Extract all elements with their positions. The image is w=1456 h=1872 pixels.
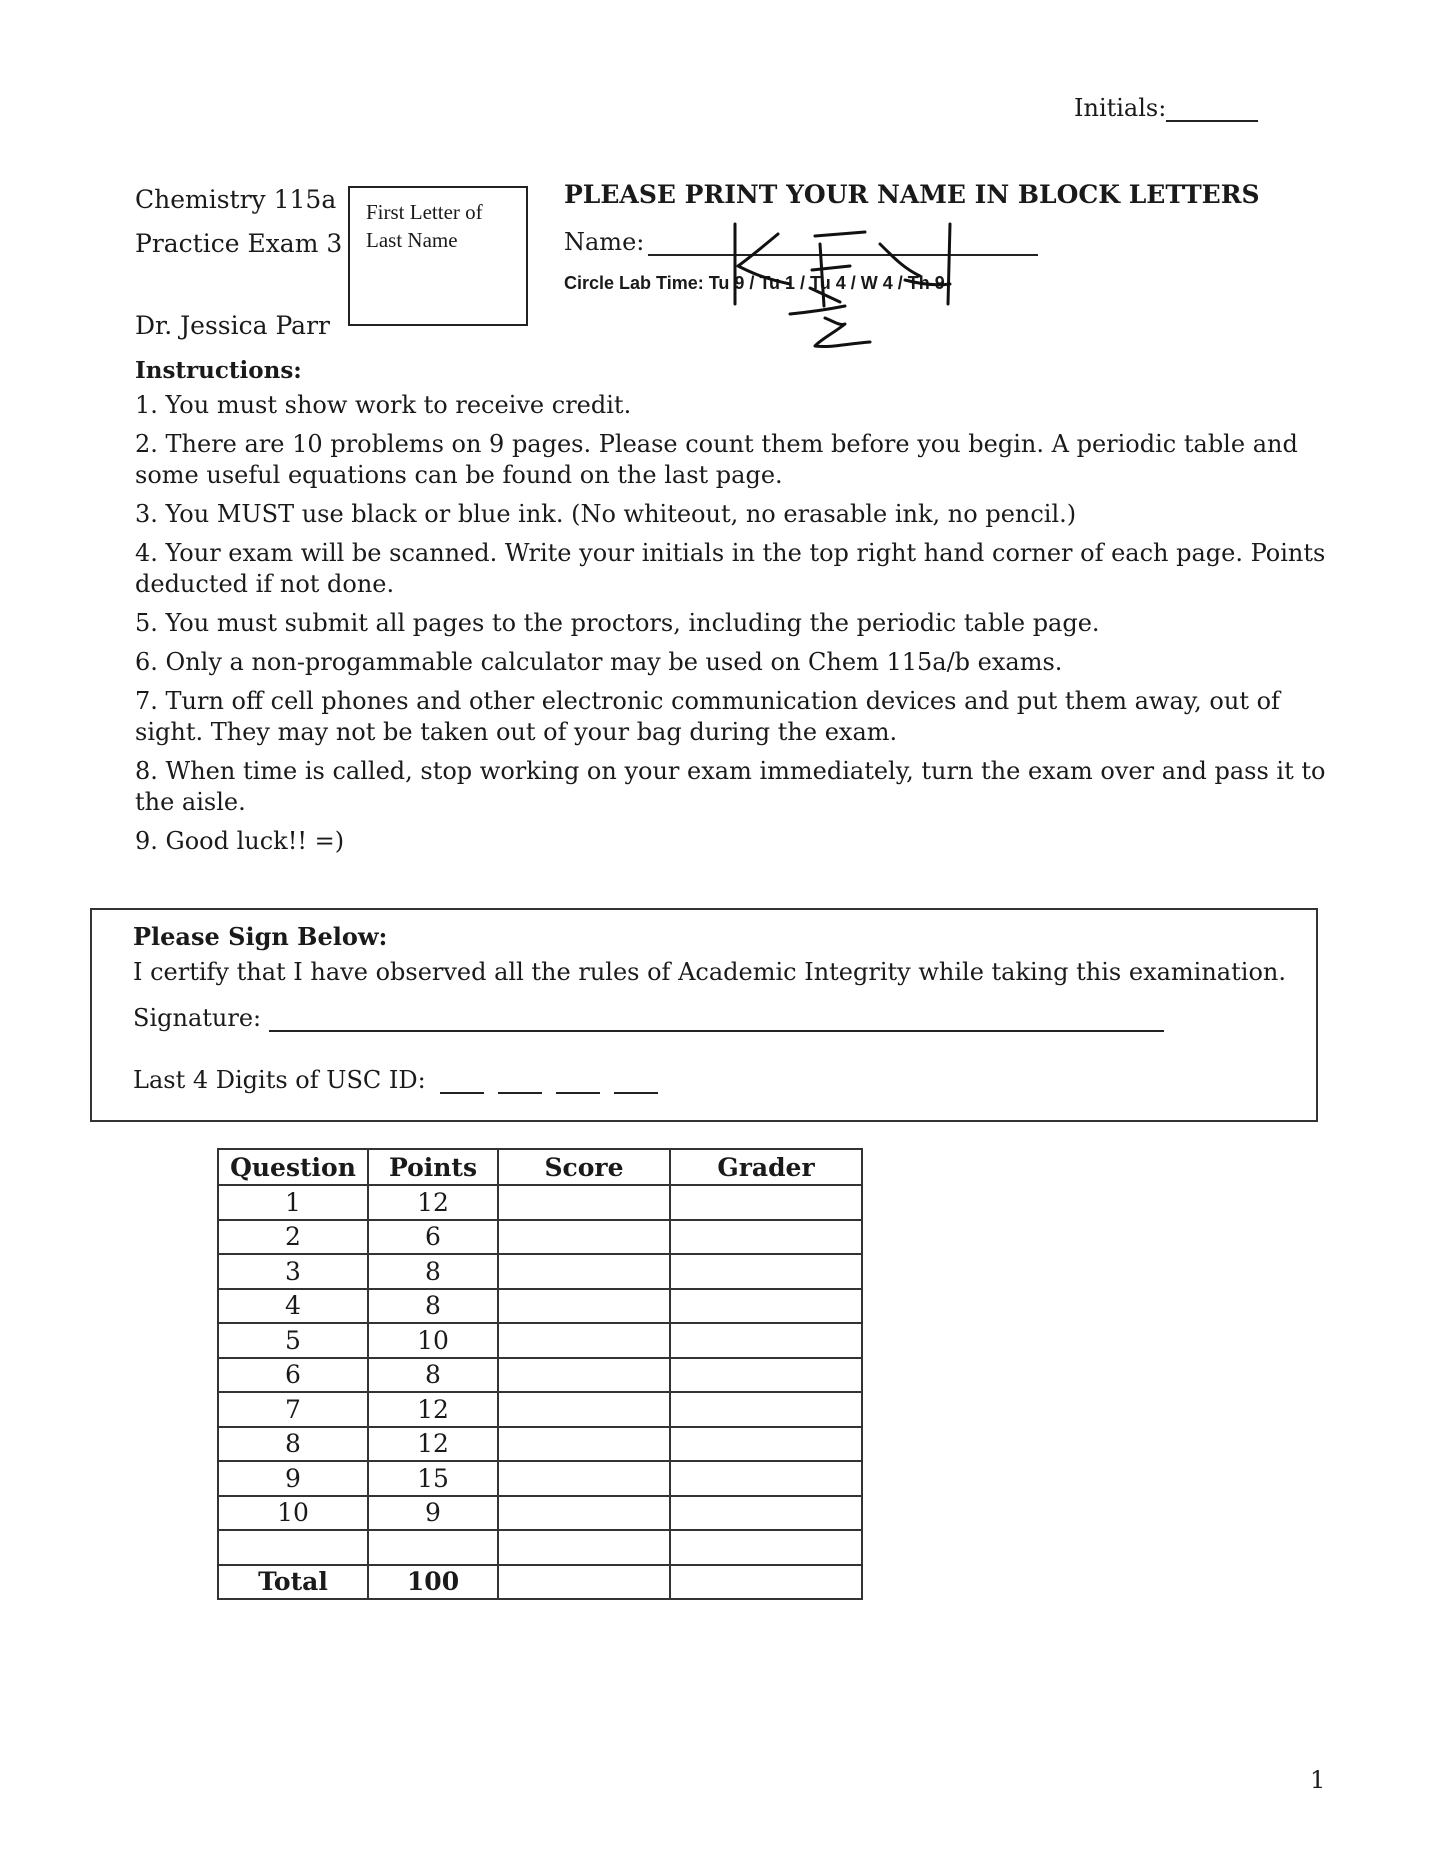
initials-label: Initials: [1074, 94, 1167, 122]
id-digit-blank[interactable] [556, 1072, 600, 1094]
score-cell[interactable] [498, 1392, 670, 1427]
total-points-cell: 100 [368, 1565, 498, 1600]
grader-cell[interactable] [670, 1358, 862, 1393]
signature-line[interactable] [269, 1006, 1164, 1032]
table-row [218, 1427, 862, 1462]
signature-field [133, 1004, 1164, 1032]
usc-id-label: Last 4 Digits of USC ID: [133, 1066, 426, 1094]
score-cell[interactable] [498, 1461, 670, 1496]
instruction-item: 6. Only a non-progammable calculator may be used on Chem 115a/b exams. [135, 648, 1063, 676]
score-cell[interactable] [498, 1185, 670, 1220]
integrity-statement: I certify that I have observed all the rules of Academic Integrity while taking this examination. [133, 958, 1286, 986]
table-row [218, 1392, 862, 1427]
table-row [218, 1289, 862, 1324]
table-row [218, 1254, 862, 1289]
initials-field [1074, 94, 1258, 122]
table-row [218, 1323, 862, 1358]
block-letters-heading: PLEASE PRINT YOUR NAME IN BLOCK LETTERS [564, 180, 1260, 209]
instruction-item: 8. When time is called, stop working on your exam immediately, turn the exam over and pass it to the aisle. [135, 757, 1326, 816]
total-grader-cell[interactable] [670, 1565, 862, 1600]
id-digit-blank[interactable] [614, 1072, 658, 1094]
signature-heading: Please Sign Below: [133, 922, 388, 951]
score-cell[interactable] [498, 1254, 670, 1289]
total-score-cell[interactable] [498, 1565, 670, 1600]
table-header-row [218, 1149, 862, 1185]
total-label-cell: Total [218, 1565, 368, 1600]
instruction-item: 5. You must submit all pages to the proctors, including the periodic table page. [135, 609, 1100, 637]
grader-cell[interactable] [670, 1530, 862, 1565]
grader-cell[interactable] [670, 1323, 862, 1358]
score-cell[interactable] [498, 1496, 670, 1531]
points-cell: 12 [368, 1427, 498, 1462]
question-cell: 7 [218, 1392, 368, 1427]
table-row [218, 1496, 862, 1531]
question-cell [218, 1530, 368, 1565]
score-cell[interactable] [498, 1323, 670, 1358]
question-cell: 3 [218, 1254, 368, 1289]
points-cell: 8 [368, 1254, 498, 1289]
instructor-name: Dr. Jessica Parr [135, 311, 330, 340]
id-digit-blank[interactable] [498, 1072, 542, 1094]
instruction-item: 7. Turn off cell phones and other electronic communication devices and put them away, out of sight. They may not be taken out of your bag during the exam. [135, 687, 1280, 746]
score-cell[interactable] [498, 1358, 670, 1393]
last-initial-box[interactable] [348, 186, 528, 326]
grader-cell[interactable] [670, 1289, 862, 1324]
points-cell: 9 [368, 1496, 498, 1531]
table-row [218, 1530, 862, 1565]
question-cell: 1 [218, 1185, 368, 1220]
grader-cell[interactable] [670, 1254, 862, 1289]
question-cell: 10 [218, 1496, 368, 1531]
usc-id-field [133, 1066, 658, 1094]
instruction-item: 1. You must show work to receive credit. [135, 391, 632, 419]
score-cell[interactable] [498, 1289, 670, 1324]
table-row [218, 1461, 862, 1496]
instruction-item: 3. You MUST use black or blue ink. (No whiteout, no erasable ink, no pencil.) [135, 500, 1077, 528]
instruction-item: 2. There are 10 problems on 9 pages. Please count them before you begin. A periodic table and some useful equations can be found on the last page. [135, 430, 1298, 489]
score-cell[interactable] [498, 1220, 670, 1255]
question-cell: 9 [218, 1461, 368, 1496]
page-number: 1 [1310, 1766, 1326, 1794]
points-cell: 15 [368, 1461, 498, 1496]
score-cell[interactable] [498, 1427, 670, 1462]
instructions-heading: Instructions: [135, 357, 302, 384]
initials-blank[interactable] [1166, 98, 1258, 122]
grader-cell[interactable] [670, 1496, 862, 1531]
table-row [218, 1358, 862, 1393]
points-cell: 8 [368, 1358, 498, 1393]
instruction-item: 4. Your exam will be scanned. Write your initials in the top right hand corner of each page. Points deducted if not done. [135, 539, 1326, 598]
handwritten-key-mark [720, 214, 1040, 364]
points-cell: 12 [368, 1392, 498, 1427]
instructions-list [135, 390, 1335, 865]
letter-box-line-1: First Letter of [366, 200, 483, 224]
points-cell: 12 [368, 1185, 498, 1220]
question-cell: 8 [218, 1427, 368, 1462]
points-cell: 8 [368, 1289, 498, 1324]
lab-time-options: Circle Lab Time: Tu 9 / Tu 1 / Tu 4 / W 4 / Th 9 [564, 273, 945, 293]
grader-cell[interactable] [670, 1427, 862, 1462]
question-cell: 5 [218, 1323, 368, 1358]
signature-label: Signature: [133, 1004, 262, 1032]
table-row [218, 1220, 862, 1255]
grader-cell[interactable] [670, 1185, 862, 1220]
table-total-row [218, 1565, 862, 1600]
header-points: Points [368, 1149, 498, 1185]
points-cell: 6 [368, 1220, 498, 1255]
question-cell: 6 [218, 1358, 368, 1393]
points-cell [368, 1530, 498, 1565]
score-table [217, 1148, 863, 1600]
grader-cell[interactable] [670, 1392, 862, 1427]
table-row [218, 1185, 862, 1220]
header-question: Question [218, 1149, 368, 1185]
header-score: Score [498, 1149, 670, 1185]
instruction-item: 9. Good luck!! =) [135, 827, 345, 855]
name-label: Name: [564, 228, 645, 256]
header-grader: Grader [670, 1149, 862, 1185]
question-cell: 2 [218, 1220, 368, 1255]
letter-box-line-2: Last Name [366, 228, 458, 252]
grader-cell[interactable] [670, 1220, 862, 1255]
question-cell: 4 [218, 1289, 368, 1324]
points-cell: 10 [368, 1323, 498, 1358]
score-cell[interactable] [498, 1530, 670, 1565]
exam-title: Practice Exam 3 [135, 229, 343, 258]
course-info [135, 178, 342, 266]
id-digit-blank[interactable] [440, 1072, 484, 1094]
grader-cell[interactable] [670, 1461, 862, 1496]
course-title: Chemistry 115a [135, 185, 337, 214]
